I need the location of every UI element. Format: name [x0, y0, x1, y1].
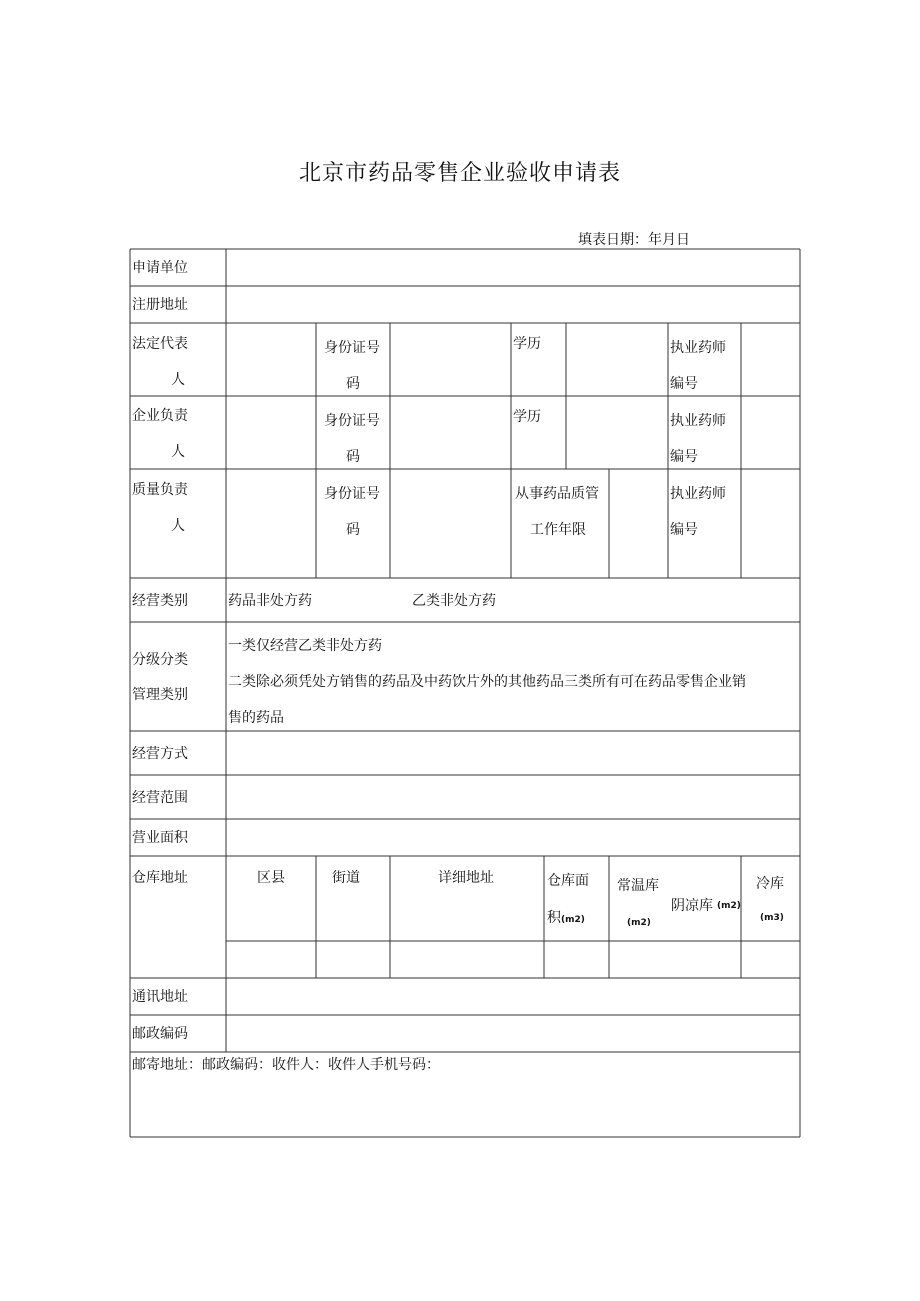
postal-address-label: 通讯地址 — [132, 989, 188, 1005]
otc-category: 药品非处方药 — [228, 593, 312, 609]
education-label: 学历 — [513, 336, 541, 352]
pharmacist-label: 执业药师 — [670, 340, 726, 356]
mailing-info: 邮寄地址：邮政编码：收件人：收件人手机号码： — [132, 1057, 440, 1073]
classification-line: 一类仅经营乙类非处方药 — [228, 638, 382, 654]
business-mode-label: 经营方式 — [132, 746, 188, 762]
cold-storage-unit: (m3) — [760, 913, 784, 923]
warehouse-area-header-cont: 积 — [547, 910, 561, 926]
warehouse-address-label: 仓库地址 — [132, 870, 188, 886]
business-area-label: 营业面积 — [132, 830, 188, 846]
quality-label: 质量负责 — [132, 482, 188, 498]
district-header: 区县 — [257, 870, 285, 886]
classification-line: 售的药品 — [228, 710, 284, 726]
cool-storage-header: 阴凉库 — [671, 898, 713, 914]
fill-date-label: 填表日期：年月日 — [578, 232, 690, 248]
id-number-label: 身份证号 — [324, 340, 380, 356]
quality-label-cont: 人 — [171, 518, 185, 534]
quality-years-label: 从事药品质管 — [515, 486, 599, 502]
detail-address-header: 详细地址 — [438, 870, 494, 886]
pharmacist-label-cont: 编号 — [670, 522, 698, 538]
pharmacist-label: 执业药师 — [670, 486, 726, 502]
business-scope-label: 经营范围 — [132, 790, 188, 806]
street-header: 街道 — [332, 870, 360, 886]
id-number-label: 身份证号 — [324, 486, 380, 502]
classification-line: 二类除必须凭处方销售的药品及中药饮片外的其他药品三类所有可在药品零售企业销 — [228, 674, 746, 690]
education-label: 学历 — [513, 409, 541, 425]
class-b-otc-category: 乙类非处方药 — [412, 593, 496, 609]
business-category-label: 经营类别 — [132, 593, 188, 609]
manager-label: 企业负责 — [132, 408, 188, 424]
area-unit: (m2) — [561, 915, 585, 925]
normal-temp-header: 常温库 — [617, 878, 659, 894]
pharmacist-label: 执业药师 — [670, 413, 726, 429]
id-number-label-cont: 码 — [346, 449, 360, 465]
id-number-label: 身份证号 — [324, 413, 380, 429]
cold-storage-header: 冷库 — [756, 876, 784, 892]
quality-years-label-cont: 工作年限 — [530, 522, 586, 538]
page-title: 北京市药品零售企业验收申请表 — [298, 161, 621, 186]
pharmacist-label-cont: 编号 — [670, 449, 698, 465]
classification-label: 分级分类 — [132, 652, 188, 668]
id-number-label-cont: 码 — [346, 376, 360, 392]
applicant-label: 申请单位 — [132, 260, 188, 276]
legal-rep-label: 法定代表 — [132, 336, 188, 352]
manager-label-cont: 人 — [171, 444, 185, 460]
warehouse-area-header: 仓库面 — [547, 873, 589, 889]
id-number-label-cont: 码 — [346, 522, 360, 538]
postcode-label: 邮政编码 — [132, 1026, 188, 1042]
cool-storage-unit: (m2) — [717, 901, 741, 911]
pharmacist-label-cont: 编号 — [670, 376, 698, 392]
reg-address-label: 注册地址 — [132, 297, 188, 313]
normal-temp-unit: (m2) — [627, 918, 651, 928]
legal-rep-label-cont: 人 — [171, 372, 185, 388]
classification-label-cont: 管理类别 — [132, 687, 188, 703]
